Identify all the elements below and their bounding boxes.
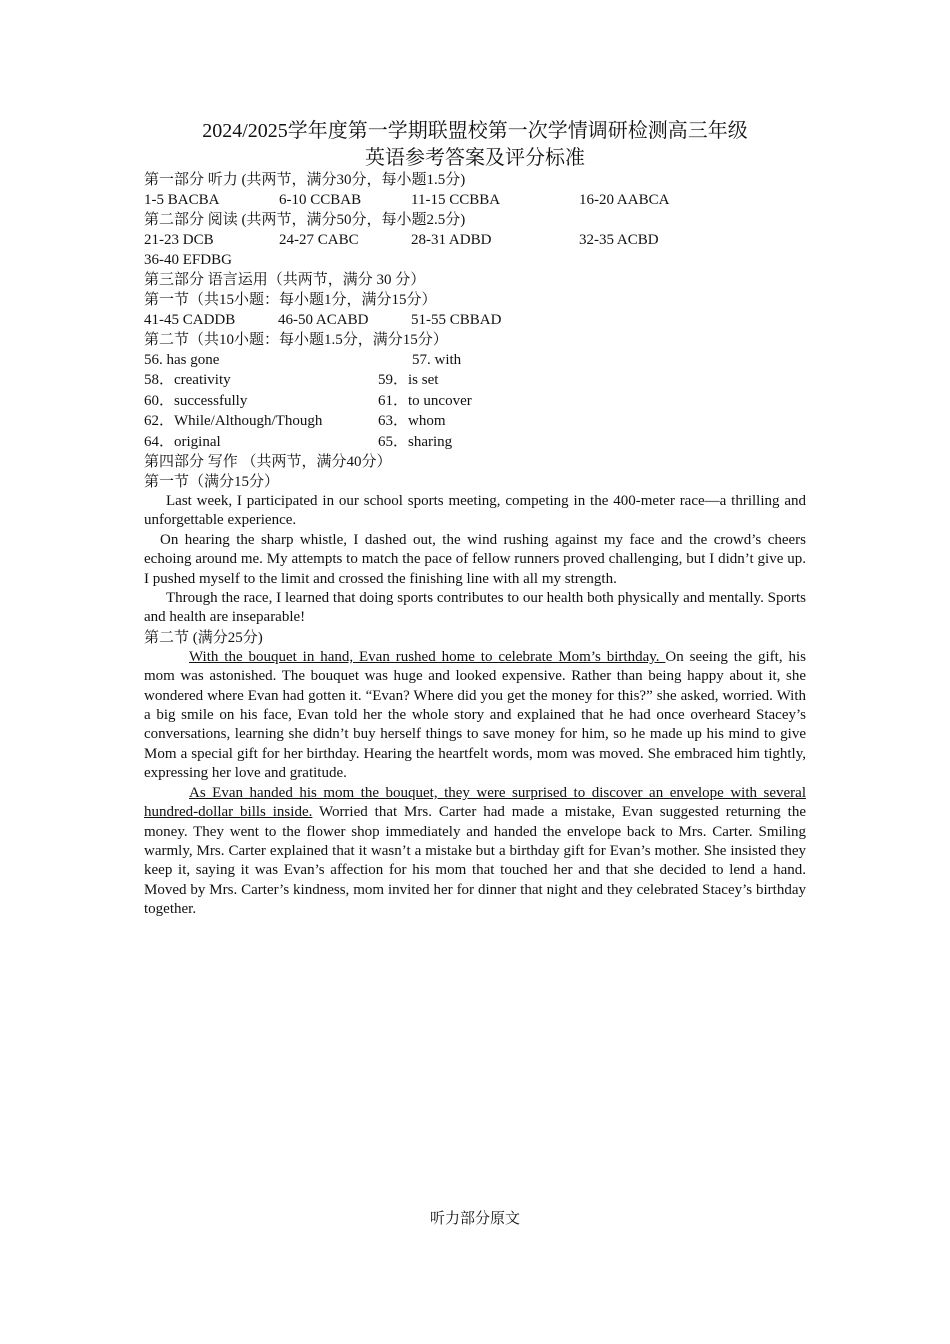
listening-transcript-heading: 听力部分原文 — [429, 1211, 520, 1227]
part3-section1-heading: 第一节（共15小题：每小题1分，满分15分） — [144, 292, 437, 308]
fill-answer: 57. with — [412, 352, 462, 368]
fill-answer-row — [144, 391, 806, 412]
fill-answer: 61．to uncover — [378, 392, 472, 409]
answer-group: 16-20 AABCA — [579, 192, 670, 208]
document-title: 2024/2025学年度第一学期联盟校第一次学情调研检测高三年级 — [202, 120, 748, 142]
essay1-paragraph: Through the race, I learned that doing sports contributes to our health both physically and mentally. Sports and health are inseparable! — [144, 590, 806, 626]
fill-answer: 59．is set — [378, 372, 439, 388]
answer-content — [144, 170, 806, 920]
answer-group: 11-15 CCBBA — [411, 192, 501, 208]
answer-group: 46-50 ACABD — [278, 312, 369, 328]
essay2-paragraph — [144, 648, 806, 784]
given-opening-sentence: With the bouquet in hand, Evan rushed home to celebrate Mom’s birthday. — [189, 648, 666, 665]
fill-answer-row — [144, 370, 806, 391]
answer-group: 41-45 CADDB — [144, 312, 236, 328]
part2-heading: 第二部分 阅读 (共两节，满分50分，每小题2.5分) — [144, 212, 466, 228]
part1-heading: 第一部分 听力 (共两节，满分30分，每小题1.5分) — [144, 172, 466, 188]
essay2-paragraph — [144, 784, 806, 920]
fill-answer-row — [144, 432, 806, 453]
part1-answers-row — [144, 190, 806, 210]
fill-answer: 64．original — [144, 433, 221, 450]
part4-section2-heading: 第二节 (满分25分) — [144, 629, 263, 646]
fill-answer: 56. has gone — [144, 352, 220, 368]
part4-section1-heading: 第一节（满分15分） — [144, 474, 280, 490]
part3-section1-answers — [144, 310, 806, 330]
answer-group: 21-23 DCB — [144, 232, 214, 248]
fill-answer: 63．whom — [378, 413, 446, 429]
fill-answer: 60．successfully — [144, 392, 248, 409]
given-opening-sentence: As Evan handed his mom the bouquet, they were surprised to discover an envelope with several hundred-dollar bills inside. — [144, 784, 806, 821]
part3-heading: 第三部分 语言运用（共两节，满分 30 分） — [144, 272, 426, 288]
essay2-text: On seeing the gift, his mom was astonished. The bouquet was huge and looked expensive. Rather than being happy about it, she wondered where Evan had gotten it. “Evan? Where did you get the money for this?” she asked, worried. With a big smile on his face, Evan told her the whole story and explained that he had once overheard Stacey’s conversations, learning she didn’t buy herself things to save money for him, so he made up his mind to give Mom a special gift for her birthday. Hearing the heartfelt words, mom was moved. She embraced him tightly, expressing her love and gratitude. — [144, 648, 806, 782]
part2-answers-row2: 36-40 EFDBG — [144, 252, 232, 268]
essay1-paragraph: On hearing the sharp whistle, I dashed out, the wind rushing against my face and the crowd’s cheers echoing around me. My attempts to match the pace of fellow runners proved challenging, but I didn’t give up. I pushed myself to the limit and crossed the finishing line with all my strength. — [144, 531, 806, 587]
essay1-paragraph: Last week, I participated in our school sports meeting, competing in the 400-meter race—a thrilling and unforgettable experience. — [144, 493, 806, 529]
fill-answer-row — [144, 411, 806, 432]
essay2-text: Worried that Mrs. Carter had made a mistake, Evan suggested returning the money. They went to the flower shop immediately and handed the envelope back to Mrs. Carter. Smiling warmly, Mrs. Carter explained that it wasn’t a mistake but a birthday gift for Evan’s mother. She insisted they keep it, saying it was Evan’s affection for his mom that touched her and that she decided to lend a hand. Moved by Mrs. Carter’s kindness, mom invited her for dinner that night and they celebrated Stacey’s birthday together. — [144, 804, 806, 918]
part3-section2-heading: 第二节（共10小题：每小题1.5分，满分15分） — [144, 332, 448, 348]
fill-answer: 58．creativity — [144, 372, 231, 388]
answer-group: 32-35 ACBD — [579, 232, 659, 248]
fill-answer: 65．sharing — [378, 433, 453, 450]
answer-group: 24-27 CABC — [279, 232, 359, 248]
answer-group: 28-31 ADBD — [411, 232, 492, 248]
answer-group: 6-10 CCBAB — [279, 192, 362, 208]
fill-answer-row — [144, 350, 806, 370]
part2-answers-row — [144, 230, 806, 250]
answer-group: 51-55 CBBAD — [411, 312, 502, 328]
answer-group: 1-5 BACBA — [144, 192, 220, 208]
part4-heading: 第四部分 写作 （共两节，满分40分） — [144, 454, 392, 470]
fill-answer: 62．While/Although/Though — [144, 413, 323, 429]
document-subtitle: 英语参考答案及评分标准 — [365, 147, 585, 169]
